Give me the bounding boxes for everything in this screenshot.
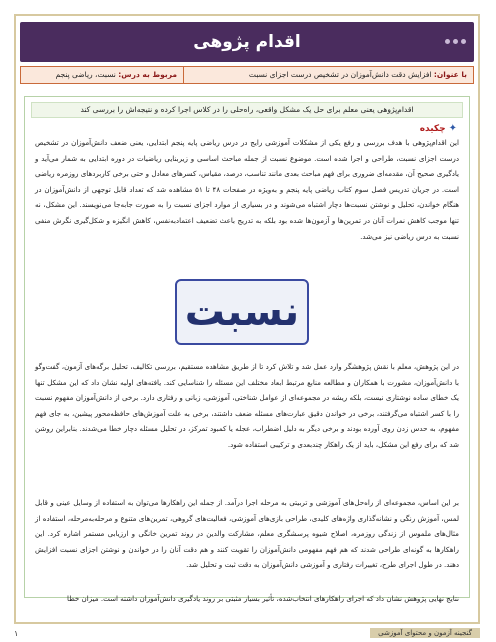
star-icon: ✦ — [448, 123, 457, 134]
abstract-paragraph-3: بر این اساس، مجموعه‌ای از راه‌حل‌های آموزشی و تربیتی به مرحله اجرا درآمد. از جمله این راهکارها می‌توان به استفاده از وسایل عینی و قابل لمس، آموزش رنگی و نشانه‌گذاری واژه‌های کلیدی، طراحی بازی‌های آموزشی، فعالیت‌های گروهی، تمرین‌های متنوع و مرحله‌به‌مرحله، استفاده از مثال‌های ملموس از زندگی روزمره، اصلاح شیوه پرسشگری معلم، مشارکت والدین در روند تمرین خانگی و ارزیابی مستمر اشاره کرد. این راهکارها به گونه‌ای طراحی شدند که هم فهم مفهومی دانش‌آموزان را تقویت کنند و هم دقت آنان را در خواندن و نوشتن اجزای نسبت افزایش دهند. در طول اجرای طرح، تغییرات رفتاری و آموزشی دانش‌آموزان به دقت ثبت و تحلیل شد. — [35, 498, 459, 570]
title-bar — [20, 22, 474, 62]
abstract-heading — [420, 123, 457, 134]
nesbat-word-image — [175, 279, 309, 345]
content-box — [24, 96, 470, 603]
page-number: ۱ — [14, 628, 19, 638]
course-value: نسبت، ریاضی پنجم — [55, 70, 116, 79]
abstract-paragraph-2: در این پژوهش، معلم با نقش پژوهشگر وارد عمل شد و تلاش کرد تا از طریق مشاهده مستقیم، بررسی تکالیف، تحلیل برگه‌های آزمون، گفت‌وگو با دانش‌آموزان، مشورت با همکاران و مطالعه منابع مرتبط ابعاد مختلف این مسئله را شناسایی کند. یافته‌های اولیه نشان داد که این مشکل تنها یک خطای ساده نوشتاری نیست، بلکه ریشه در مجموعه‌ای از عوامل شناختی، آموزشی، زبانی و رفتاری دارد. برخی از دانش‌آموزان مفهوم نسبت را با کسر اشتباه می‌گرفتند، برخی در خواندن دقیق عبارت‌های مسئله ضعف داشتند، برخی به علت آموزش‌های حافظه‌محور پیشین، به جای فهم مفهوم، به حدس زدن روی آورده بودند و برخی دیگر به دلیل اضطراب، عجله یا کمبود تمرکز، در تحلیل مسئله دچار خطا می‌شدند. بنابراین روشن شد که برای رفع این مشکل، باید از یک راهکار چندبعدی و ترکیبی استفاده شود. — [35, 362, 459, 449]
page-frame — [14, 14, 480, 624]
info-row — [20, 66, 474, 84]
subject-label: با عنوان: — [433, 70, 467, 79]
nesbat-word: نسبت — [184, 289, 300, 335]
title-decoration — [445, 39, 466, 44]
subject-value: افزایش دقت دانش‌آموزان در تشخیص درست اجزای نسبت — [248, 70, 432, 79]
abstract-paragraph-1: این اقدام‌پژوهی با هدف بررسی و رفع یکی از مشکلات آموزشی رایج در درس ریاضی پایه پنجم ابتدایی، یعنی ضعف دانش‌آموزان در تشخیص درست اجزای نسبت، طراحی و اجرا شده است. موضوع نسبت از جمله مباحث اساسی و زیربنایی ریاضیات در دوره ابتدایی به شمار می‌آید و یادگیری صحیح آن، مقدمه‌ای ضروری برای فهم مباحث بعدی مانند تناسب، درصد، مقیاس، کسرهای معادل و حتی برخی کاربردهای روزمره ریاضی است. در جریان تدریس فصل سوم کتاب ریاضی پایه پنجم و به‌ویژه در صفحات ۴۸ تا ۵۱ مشاهده شد که تعداد قابل توجهی از دانش‌آموزان در هنگام خواندن، تحلیل و نوشتن نسبت‌ها دچار اشتباه می‌شوند و در بسیاری از موارد اجزای نسبت را به صورت جابه‌جا می‌نویسند. این مشکل، نه تنها موجب کاهش نمرات آنان در تمرین‌ها و آزمون‌ها شده بود بلکه به تدریج باعث تضعیف اعتمادبه‌نفس، کاهش انگیزه و شکل‌گیری نگرش منفی نسبت به درس ریاضی نیز می‌شد. — [35, 138, 459, 241]
definition-line: اقدام‌پژوهی یعنی معلم برای حل یک مشکل واقعی، راه‌حلی را در کلاس اجرا کرده و نتیجه‌اش را بررسی کند — [31, 102, 463, 118]
subject-cell — [183, 67, 473, 83]
abstract-label: چکیده — [419, 123, 446, 134]
course-label: مربوط به درس: — [118, 70, 177, 79]
abstract-paragraph-4: نتایج نهایی پژوهش نشان داد که اجرای راهکارهای انتخاب‌شده، تأثیر بسیار مثبتی بر روند یادگیری دانش‌آموزان داشته است. میزان خطا — [66, 594, 459, 603]
footer-tag: گنجینه آزمون و محتوای آموزشی — [370, 628, 480, 638]
page-title: اقدام پژوهی — [193, 32, 301, 52]
footer — [14, 627, 480, 639]
course-cell — [21, 67, 183, 83]
